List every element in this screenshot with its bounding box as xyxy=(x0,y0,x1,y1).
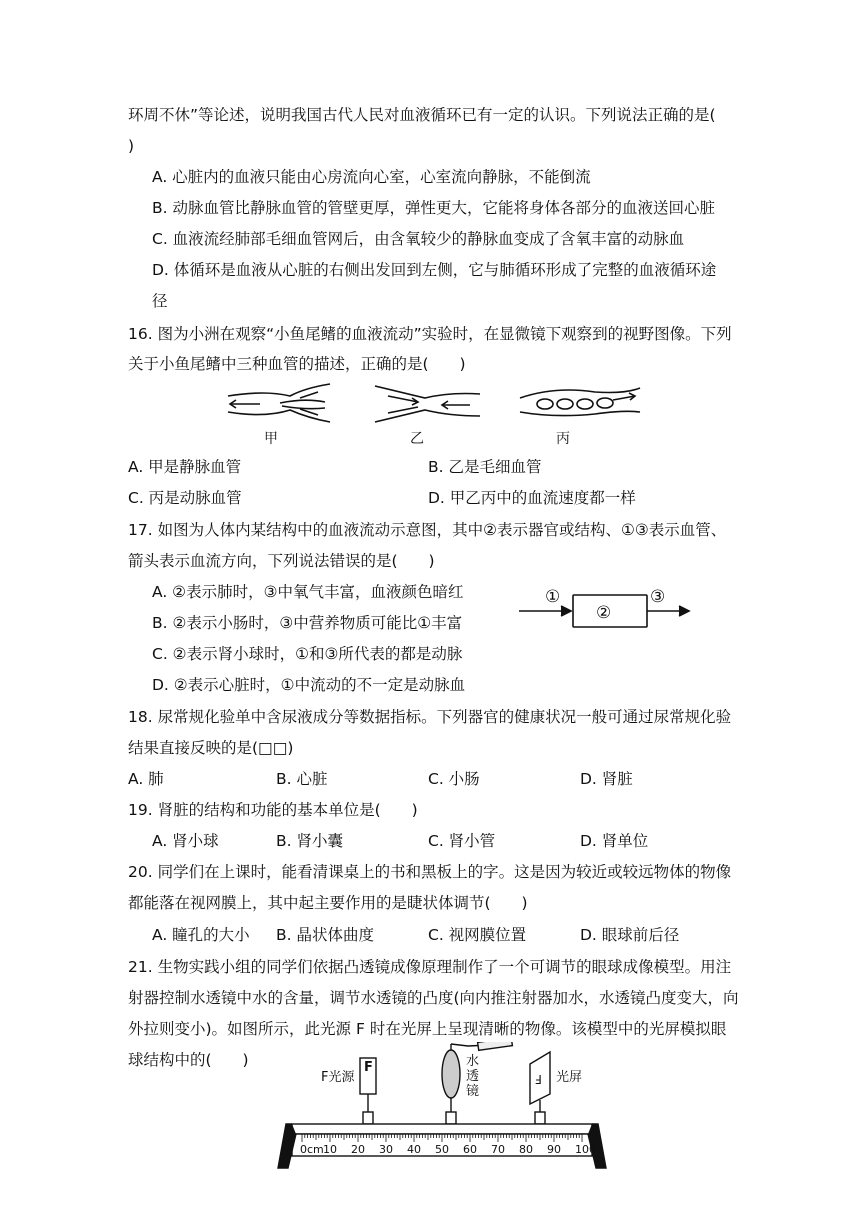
vessel-bing xyxy=(520,388,640,416)
q21-stem-line1: 21. 生物实践小组的同学们依据凸透镜成像原理制作了一个可调节的眼球成像模型。用注 xyxy=(128,958,732,976)
q18-stem-line1: 18. 尿常规化验单中含尿液成分等数据指标。下列器官的健康状况一般可通过尿常规化验 xyxy=(128,708,732,726)
diagram-label-2: ② xyxy=(596,603,612,623)
q20-option-d[interactable]: D. 眼球前后径 xyxy=(580,926,680,944)
q18-stem-line2: 结果直接反映的是(□□) xyxy=(128,739,294,757)
q16-option-b[interactable]: B. 乙是毛细血管 xyxy=(428,458,542,476)
label-bing: 丙 xyxy=(556,431,570,447)
q17-option-d[interactable]: D. ②表示心脏时，①中流动的不一定是动脉血 xyxy=(152,676,466,694)
q15-option-d-cont: 径 xyxy=(152,292,168,310)
q20-option-a[interactable]: A. 瞳孔的大小 xyxy=(152,926,250,944)
ruler-label: 100 xyxy=(575,1143,596,1156)
q16-option-a[interactable]: A. 甲是静脉血管 xyxy=(128,458,242,476)
ruler-label: 60 xyxy=(463,1143,477,1156)
q15-stem-line2: ) xyxy=(128,137,135,155)
diagram-label-1: ① xyxy=(545,587,561,607)
q18-option-b[interactable]: B. 心脏 xyxy=(276,770,328,788)
light-source-label: F光源 xyxy=(321,1070,355,1085)
q15-stem-line1: 环周不休”等论述，说明我国古代人民对血液循环已有一定的认识。下列说法正确的是( xyxy=(128,106,716,124)
q16-stem-line1: 16. 图为小洲在观察“小鱼尾鳍的血液流动”实验时，在显微镜下观察到的视野图像。下列 xyxy=(128,325,732,343)
diagram-label-3: ③ xyxy=(650,587,666,607)
vessel-jia xyxy=(228,384,330,422)
q21-stem-line3: 外拉则变小)。如图所示，此光源 F 时在光屏上呈现清晰的物像。该模型中的光屏模拟眼 xyxy=(128,1020,727,1038)
ruler-label: 0cm xyxy=(300,1143,324,1156)
q17-option-c[interactable]: C. ②表示肾小球时，①和③所代表的都是动脉 xyxy=(152,645,463,663)
ruler-label: 80 xyxy=(519,1143,533,1156)
q15-option-a[interactable]: A. 心脏内的血液只能由心房流向心室，心室流向静脉，不能倒流 xyxy=(152,168,591,186)
q15-option-d[interactable]: D. 体循环是血液从心脏的右侧出发回到左侧，它与肺循环形成了完整的血液循环途 xyxy=(152,261,717,279)
vessel-yi xyxy=(375,386,480,422)
q20-stem-line2: 都能落在视网膜上，其中起主要作用的是睫状体调节( ) xyxy=(128,894,528,912)
ruler-label: 50 xyxy=(435,1143,449,1156)
f-letter-icon: F xyxy=(364,1060,373,1075)
q21-stem-line2: 射器控制水透镜中水的含量，调节水透镜的凸度(向内推注射器加水，水透镜凸度变大，向 xyxy=(128,989,739,1007)
q16-option-c[interactable]: C. 丙是动脉血管 xyxy=(128,489,242,507)
ruler-label: 20 xyxy=(351,1143,365,1156)
ruler-label: 30 xyxy=(379,1143,393,1156)
label-jia: 甲 xyxy=(264,431,278,447)
q18-option-c[interactable]: C. 小肠 xyxy=(428,770,480,788)
inverted-f-icon: F xyxy=(535,1072,542,1086)
ruler-label: 10 xyxy=(323,1143,337,1156)
label-yi: 乙 xyxy=(410,431,424,447)
q20-option-b[interactable]: B. 晶状体曲度 xyxy=(276,926,374,944)
q21-stem-line4: 球结构中的( ) xyxy=(128,1051,249,1069)
screen-label: 光屏 xyxy=(556,1070,583,1085)
water-lens-label: 水透镜 xyxy=(466,1054,480,1099)
q20-option-c[interactable]: C. 视网膜位置 xyxy=(428,926,527,944)
q20-stem-line1: 20. 同学们在上课时，能看清课桌上的书和黑板上的字。这是因为较近或较远物体的物像 xyxy=(128,863,732,881)
ruler-label: 90 xyxy=(547,1143,561,1156)
q17-option-a[interactable]: A. ②表示肺时，③中氧气丰富，血液颜色暗红 xyxy=(152,583,464,601)
ruler-label: 70 xyxy=(491,1143,505,1156)
q16-option-d[interactable]: D. 甲乙丙中的血流速度都一样 xyxy=(428,489,636,507)
q17-option-b[interactable]: B. ②表示小肠时，③中营养物质可能比①丰富 xyxy=(152,614,463,632)
q15-option-b[interactable]: B. 动脉血管比静脉血管的管壁更厚，弹性更大，它能将身体各部分的血液送回心脏 xyxy=(152,199,715,217)
vessel-figure xyxy=(220,382,650,450)
q18-option-a[interactable]: A. 肺 xyxy=(128,770,164,788)
q17-stem-line1: 17. 如图为人体内某结构中的血液流动示意图，其中②表示器官或结构、①③表示血管、 xyxy=(128,521,727,539)
q16-stem-line2: 关于小鱼尾鳍中三种血管的描述，正确的是( ) xyxy=(128,355,466,373)
q19-option-d[interactable]: D. 肾单位 xyxy=(580,832,649,850)
q19-option-a[interactable]: A. 肾小球 xyxy=(152,832,219,850)
q15-option-c[interactable]: C. 血液流经肺部毛细血管网后，由含氧较少的静脉血变成了含氧丰富的动脉血 xyxy=(152,230,685,248)
ruler-label: 40 xyxy=(407,1143,421,1156)
q18-option-d[interactable]: D. 肾脏 xyxy=(580,770,633,788)
q19-option-c[interactable]: C. 肾小管 xyxy=(428,832,496,850)
q17-stem-line2: 箭头表示血流方向，下列说法错误的是( ) xyxy=(128,552,435,570)
q19-stem: 19. 肾脏的结构和功能的基本单位是( ) xyxy=(128,801,418,819)
q19-option-b[interactable]: B. 肾小囊 xyxy=(276,832,343,850)
